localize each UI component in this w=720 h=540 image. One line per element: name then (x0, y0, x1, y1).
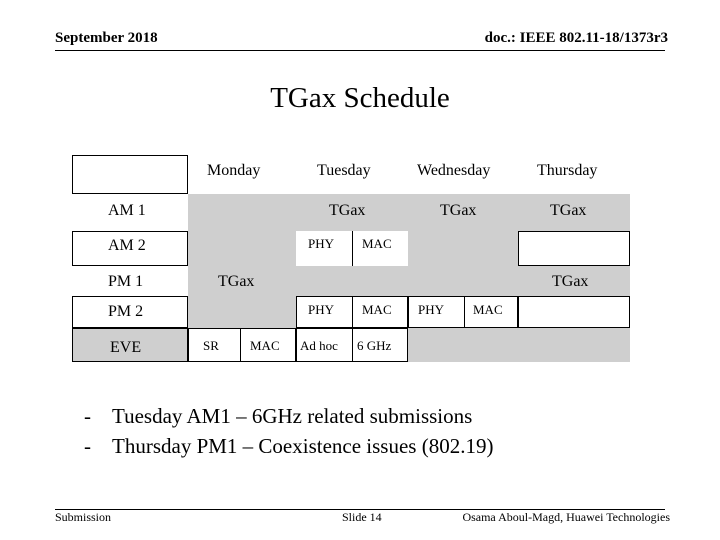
shade-pm2-mon (188, 296, 296, 328)
shade-am2-mon (188, 231, 296, 266)
pm2-tue-phy: PHY (308, 302, 335, 317)
shade-am2-wed (408, 231, 518, 266)
header-rule (55, 50, 665, 51)
schedule-grid (72, 155, 630, 362)
eve-mon-split (240, 328, 241, 362)
pm2-tue-split (352, 296, 353, 328)
footer-submission: Submission (55, 510, 112, 524)
day-tuesday: Tuesday (317, 162, 371, 179)
slot-eve: EVE (110, 339, 142, 356)
slot-am2: AM 2 (108, 237, 146, 254)
footer-slide-number: Slide 14 (342, 510, 382, 524)
am2-tue-split (352, 231, 353, 266)
header-date: September 2018 (55, 30, 158, 46)
am2-tue-mac: MAC (362, 236, 392, 251)
note-bullet: - (84, 404, 91, 428)
note-text: Thursday PM1 – Coexistence issues (802.19) (112, 434, 494, 458)
slot-pm2: PM 2 (108, 303, 144, 320)
pm2-tue-mac: MAC (362, 302, 392, 317)
slot-am1: AM 1 (108, 202, 146, 219)
note-item (84, 431, 493, 461)
slide-title: TGax Schedule (270, 82, 450, 114)
note-item (84, 401, 493, 431)
am1-tue-cell: TGax (329, 202, 366, 219)
note-bullet: - (84, 434, 91, 458)
pm1-mon-cell: TGax (218, 273, 255, 290)
eve-tue-adhoc: Ad hoc (300, 338, 338, 353)
eve-tue-6ghz: 6 GHz (357, 338, 392, 353)
pm2-wed-phy: PHY (418, 302, 445, 317)
am1-wed-cell: TGax (440, 202, 477, 219)
notes-list (84, 401, 493, 461)
eve-mon-sr: SR (203, 338, 219, 353)
am2-thu-box (518, 231, 630, 266)
pm1-thu-cell: TGax (552, 273, 589, 290)
eve-mon-mac: MAC (250, 338, 280, 353)
am2-tue-phy: PHY (308, 236, 335, 251)
day-thursday: Thursday (537, 162, 598, 179)
day-wednesday: Wednesday (417, 162, 491, 179)
pm2-wed-split (464, 296, 465, 328)
pm2-wed-mac: MAC (473, 302, 503, 317)
footer-author: Osama Aboul-Magd, Huawei Technologies (462, 510, 670, 524)
note-text: Tuesday AM1 – 6GHz related submissions (112, 404, 473, 428)
shade-eve-right (408, 328, 630, 362)
pm2-thu-box (518, 296, 630, 328)
day-monday: Monday (207, 162, 261, 179)
slot-pm1: PM 1 (108, 273, 144, 290)
header-doc-id: doc.: IEEE 802.11-18/1373r3 (484, 30, 668, 46)
corner-box (72, 155, 188, 194)
eve-tue-split (352, 328, 353, 362)
am1-thu-cell: TGax (550, 202, 587, 219)
